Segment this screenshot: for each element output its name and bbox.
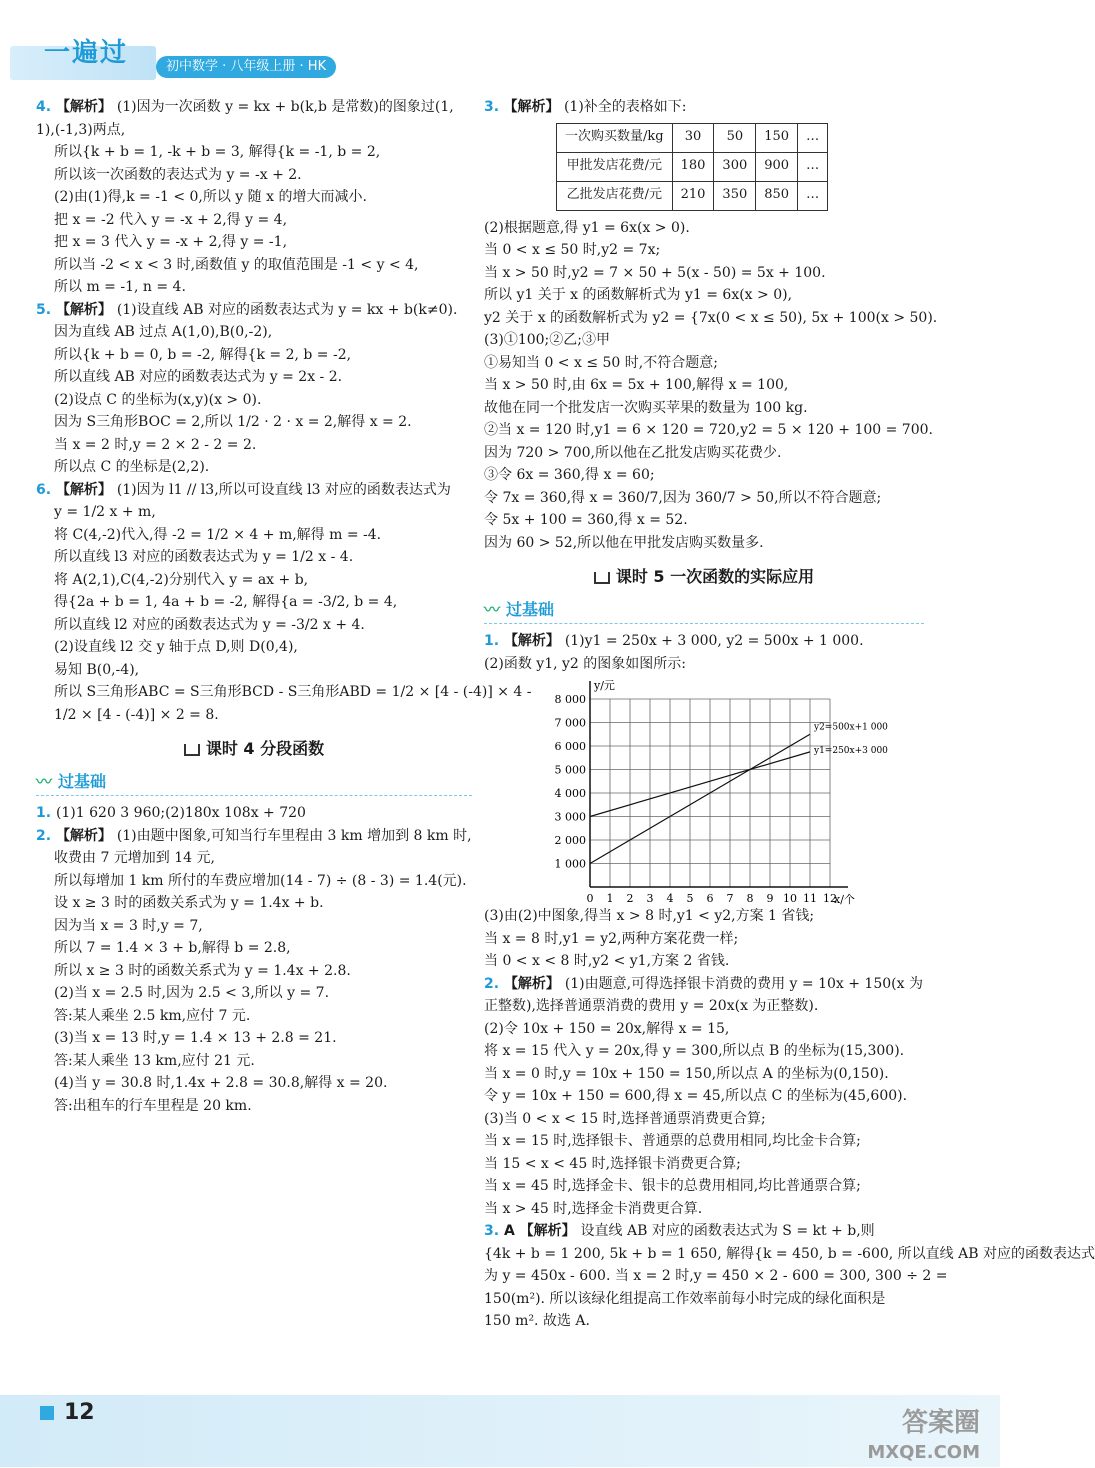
- table-cell: 150: [756, 123, 798, 152]
- table-cell: 50: [714, 123, 756, 152]
- solution-text: 所以直线 AB 对应的函数表达式为 y = 2x - 2.: [54, 369, 343, 385]
- solution-text: 当 x = 45 时,选择金卡、银卡的总费用相同,均比普通票合算;: [484, 1178, 861, 1194]
- table-row: [557, 181, 828, 210]
- solution-line: [484, 464, 924, 487]
- solution-line: [36, 1072, 472, 1095]
- solution-line: 3. 【解析】 (1)补全的表格如下:: [484, 99, 687, 115]
- wave-icon: 〰: [484, 599, 501, 619]
- line-y2: [590, 734, 810, 863]
- subject-label: 初中数学 · 八年级上册 · HK: [156, 56, 336, 78]
- solution-text: (1)由题中图象,可知当行车里程由 3 km 增加到 8 km 时,: [116, 827, 472, 844]
- line-y2-label: y2=500x+1 000: [814, 722, 888, 733]
- table-row: [557, 152, 828, 181]
- answer-tag: 【解析】: [55, 301, 117, 318]
- solution-line: [36, 209, 472, 232]
- table-cell: 300: [714, 152, 756, 181]
- x-tick-label: 4: [666, 892, 674, 905]
- solution-text: 因为 60 > 52,所以他在甲批发店购买数量多.: [484, 534, 764, 551]
- solution-line: [36, 982, 472, 1005]
- solution-line: [36, 960, 472, 983]
- page-header: [0, 0, 1000, 92]
- solution-line: [484, 1175, 924, 1198]
- solution-line: [36, 276, 472, 299]
- solution-line: [36, 524, 472, 547]
- solution-line: [36, 847, 472, 870]
- x-tick-label: 0: [586, 892, 594, 905]
- table-cell: 350: [714, 181, 756, 210]
- solution-line: [484, 1130, 924, 1153]
- solution-line: [484, 509, 924, 532]
- solution-line: [484, 352, 924, 375]
- lesson-5-title: 课时 5 一次函数的实际应用: [484, 566, 924, 589]
- square-icon: [40, 1406, 54, 1420]
- section-heading: 〰 过基础: [36, 771, 472, 797]
- solution-text: (1)y1 = 250x + 3 000, y2 = 500x + 1 000.: [564, 633, 864, 649]
- left-column: [36, 96, 532, 1117]
- solution-line: [484, 1040, 924, 1063]
- x-axis-label: x/个: [834, 893, 855, 906]
- solution-text: (2)令 10x + 150 = 20x,解得 x = 15,: [484, 1020, 730, 1037]
- solution-text: 设 x ≥ 3 时的函数关系式为 y = 1.4x + b.: [54, 895, 324, 911]
- solution-line: [484, 419, 933, 442]
- answer-tag: 【解析】: [503, 975, 565, 992]
- right-q1: [484, 630, 924, 675]
- question-number: 3.: [484, 1223, 504, 1239]
- solution-text: 当 x = 0 时,y = 10x + 150 = 150,所以点 A 的坐标为(0,150).: [484, 1065, 889, 1082]
- table-cell: …: [798, 123, 828, 152]
- solution-line: [484, 532, 924, 555]
- watermark: 答案圈 MXQE.COM: [867, 1408, 980, 1463]
- solution-text: 易知 B(0,-4),: [54, 661, 140, 678]
- solution-text: 所以 y1 关于 x 的函数解析式为 y1 = 6x(x > 0),: [484, 287, 793, 303]
- lesson-4-title: 课时 4 分段函数: [36, 738, 472, 761]
- solution-text: (2)设直线 l2 交 y 轴于点 D,则 D(0,4),: [54, 639, 298, 655]
- solution-line: [484, 284, 924, 307]
- solution-line: [484, 1018, 924, 1041]
- lesson-flag-icon: [184, 744, 200, 756]
- solution-line: [36, 434, 472, 457]
- solution-text: 当 15 < x < 45 时,选择银卡消费更合算;: [484, 1155, 741, 1172]
- solution-text: y2 关于 x 的函数解析式为 y2 = {7x(0 < x ≤ 50), 5x + 100(x > 50).: [484, 309, 938, 326]
- table-cell: 210: [672, 181, 714, 210]
- solution-line: [36, 870, 472, 893]
- solution-line: [36, 186, 472, 209]
- solution-text: 设直线 AB 对应的函数表达式为 S = kt + b,则: [580, 1223, 875, 1239]
- solution-text: ③令 6x = 360,得 x = 60;: [484, 467, 655, 483]
- solution-text: 所以 m = -1, n = 4.: [54, 279, 186, 295]
- solution-text: 将 C(4,-2)代入,得 -2 = 1/2 × 4 + m,解得 m = -4.: [54, 526, 382, 543]
- solution-text: (3)①100;②乙;③甲: [484, 332, 610, 348]
- solution-text: (1)因为一次函数 y = kx + b(k,b 是常数)的图象过(1,: [116, 99, 454, 115]
- page-footer: [0, 1395, 1000, 1467]
- solution-text: 所以直线 l3 对应的函数表达式为 y = 1/2 x - 4.: [54, 549, 354, 565]
- solution-text: 将 x = 15 代入 y = 20x,得 y = 300,所以点 B 的坐标为(15,300).: [484, 1043, 905, 1059]
- solution-line: [484, 239, 924, 262]
- question-number: 4.: [36, 99, 56, 115]
- solution-line: [36, 659, 472, 682]
- solution-text: 因为 720 > 700,所以他在乙批发店购买花费少.: [484, 444, 782, 461]
- solution-line: [484, 1108, 924, 1131]
- solution-text: 所以点 C 的坐标是(2,2).: [54, 459, 210, 475]
- function-graph: [484, 675, 924, 905]
- answer-tag: 【解析】: [503, 633, 565, 649]
- solution-text: 所以直线 l2 对应的函数表达式为 y = -3/2 x + 4.: [54, 616, 365, 633]
- solution-text: 将 A(2,1),C(4,-2)分别代入 y = ax + b,: [54, 571, 309, 588]
- solution-line: [484, 973, 924, 996]
- solution-line: [36, 591, 472, 614]
- solution-line: [36, 1005, 472, 1028]
- solution-text: 当 x = 2 时,y = 2 × 2 - 2 = 2.: [54, 436, 257, 453]
- right-column: [484, 96, 1095, 1333]
- solution-text: 当 0 < x ≤ 50 时,y2 = 7x;: [484, 242, 661, 258]
- solution-text: 答:某人乘坐 13 km,应付 21 元.: [54, 1052, 255, 1069]
- solution-line: [484, 329, 924, 352]
- solution-text: 当 x = 8 时,y1 = y2,两种方案花费一样;: [484, 930, 739, 947]
- solution-text: 正整数),选择普通票消费的费用 y = 20x(x 为正整数).: [484, 998, 819, 1014]
- solution-text: 令 7x = 360,得 x = 360/7,因为 360/7 > 50,所以不符合题意;: [484, 489, 882, 506]
- x-tick-label: 12: [823, 892, 837, 905]
- solution-line: [484, 1153, 924, 1176]
- y-tick-label: 5 000: [554, 763, 586, 777]
- solution-text: 1),(-1,3)两点,: [36, 121, 126, 138]
- solution-text: 所以当 -2 < x < 3 时,函数值 y 的取值范围是 -1 < y < 4,: [54, 256, 419, 273]
- solution-line: [36, 366, 472, 389]
- solution-text: 因为当 x = 3 时,y = 7,: [54, 917, 203, 934]
- solution-line: [484, 262, 924, 285]
- x-tick-label: 3: [646, 892, 654, 905]
- solution-line: [484, 928, 924, 951]
- solution-line: [36, 321, 472, 344]
- solution-text: (2)当 x = 2.5 时,因为 2.5 < 3,所以 y = 7.: [54, 985, 330, 1001]
- graph-svg: [484, 675, 924, 905]
- x-tick-label: 10: [783, 892, 797, 905]
- solution-text: 所以 S三角形ABC = S三角形BCD - S三角形ABD = 1/2 × [4 - (-4)] × 4 -: [54, 684, 532, 700]
- solution-text: 所以该一次函数的表达式为 y = -x + 2.: [54, 166, 302, 183]
- x-tick-label: 11: [803, 892, 817, 905]
- solution-line: [484, 487, 924, 510]
- solution-text: (1)1 620 3 960;(2)180x 108x + 720: [55, 805, 306, 821]
- solution-text: (1)由题意,可得选择银卡消费的费用 y = 10x + 150(x 为: [564, 975, 923, 992]
- solution-line: [484, 905, 924, 928]
- y-tick-label: 8 000: [554, 693, 586, 706]
- solution-text: (3)由(2)中图象,得当 x > 8 时,y1 < y2,方案 1 省钱;: [484, 908, 815, 924]
- y-axis-label: y/元: [594, 679, 615, 692]
- solution-line: [36, 937, 472, 960]
- solution-text: 当 x = 15 时,选择银卡、普通票的总费用相同,均比金卡合算;: [484, 1133, 861, 1149]
- solution-text: 因为直线 AB 过点 A(1,0),B(0,-2),: [54, 324, 273, 340]
- solution-text: 当 0 < x < 8 时,y2 < y1,方案 2 省钱.: [484, 953, 730, 969]
- solution-text: (3)当 0 < x < 15 时,选择普通票消费更合算;: [484, 1110, 766, 1127]
- solution-text: 答:某人乘坐 2.5 km,应付 7 元.: [54, 1007, 251, 1024]
- y-tick-label: 2 000: [554, 834, 586, 847]
- x-tick-label: 5: [686, 892, 694, 905]
- solution-line: [36, 479, 472, 502]
- solution-line: [484, 1220, 924, 1243]
- solution-line: [484, 307, 938, 330]
- solution-text: (2)函数 y1, y2 的图象如图所示:: [484, 655, 686, 672]
- line-y1: [590, 752, 810, 817]
- solution-line: [36, 456, 472, 479]
- solution-line: [36, 411, 472, 434]
- solution-line: [484, 1265, 948, 1288]
- solution-line: [484, 374, 924, 397]
- right-solutions: [484, 217, 938, 555]
- solution-line: [36, 681, 532, 704]
- solution-text: 令 5x + 100 = 360,得 x = 52.: [484, 512, 688, 528]
- solution-text: 当 x > 50 时,y2 = 7 × 50 + 5(x - 50) = 5x + 100.: [484, 264, 826, 281]
- solution-line: [36, 119, 472, 142]
- left-solutions-2: [36, 802, 472, 1117]
- x-tick-label: 7: [726, 892, 734, 905]
- answer-tag: 【解析】: [55, 99, 117, 115]
- solution-line: [36, 546, 472, 569]
- solution-line: [484, 1288, 924, 1311]
- question-number: 2.: [484, 975, 504, 992]
- line-y1-label: y1=250x+3 000: [814, 746, 888, 757]
- purchase-table: [556, 123, 828, 211]
- right-solutions-2: [484, 905, 1095, 1333]
- solution-text: 因为 S三角形BOC = 2,所以 1/2 · 2 · x = 2,解得 x = 2.: [54, 414, 412, 430]
- x-tick-label: 2: [626, 892, 634, 905]
- solution-text: 所以{k + b = 1, -k + b = 3, 解得{k = -1, b = 2,: [54, 144, 381, 160]
- solution-line: [36, 1050, 472, 1073]
- solution-line: [36, 389, 472, 412]
- table-cell: 30: [672, 123, 714, 152]
- solution-line: [36, 1095, 472, 1118]
- solution-line: [36, 96, 472, 119]
- answer-tag: 【解析】: [55, 827, 117, 844]
- y-tick-label: 3 000: [554, 810, 586, 824]
- x-tick-label: 8: [746, 892, 754, 905]
- solution-text: 收费由 7 元增加到 14 元,: [54, 850, 215, 866]
- solution-text: {4k + b = 1 200, 5k + b = 1 650, 解得{k = 450, b = -600, 所以直线 AB 对应的函数表达式: [484, 1245, 1095, 1262]
- brand-logo: 一遍过: [44, 38, 129, 68]
- solution-text: y = 1/2 x + m,: [54, 504, 156, 520]
- solution-text: (2)由(1)得,k = -1 < 0,所以 y 随 x 的增大而减小.: [54, 189, 367, 205]
- solution-text: 150 m². 故选 A.: [484, 1313, 590, 1329]
- answer-tag: A 【解析】: [503, 1223, 581, 1239]
- solution-line: [484, 442, 924, 465]
- solution-line: [36, 501, 472, 524]
- solution-line: [36, 892, 472, 915]
- solution-line: [484, 950, 924, 973]
- section-heading: 〰 过基础: [484, 599, 924, 625]
- solution-text: 故他在同一个批发店一次购买苹果的数量为 100 kg.: [484, 399, 808, 416]
- x-tick-label: 9: [766, 892, 774, 905]
- y-tick-label: 7 000: [554, 716, 586, 730]
- solution-text: (1)设直线 AB 对应的函数表达式为 y = kx + b(k≠0).: [116, 301, 458, 318]
- table-row: [557, 123, 828, 152]
- solution-text: (2)根据题意,得 y1 = 6x(x > 0).: [484, 219, 690, 236]
- y-tick-label: 1 000: [554, 857, 586, 871]
- solution-line: [36, 825, 472, 848]
- solution-text: 所以 x ≥ 3 时的函数关系式为 y = 1.4x + 2.8.: [54, 962, 351, 979]
- solution-line: [484, 217, 924, 240]
- solution-text: (1)因为 l1 // l3,所以可设直线 l3 对应的函数表达式为: [116, 481, 451, 498]
- page-number: 12: [40, 1402, 95, 1425]
- table-cell: 850: [756, 181, 798, 210]
- solution-text: 1/2 × [4 - (-4)] × 2 = 8.: [54, 706, 219, 723]
- solution-line: [484, 1243, 1095, 1266]
- solution-text: (2)设点 C 的坐标为(x,y)(x > 0).: [54, 391, 262, 408]
- solution-text: 所以{k + b = 0, b = -2, 解得{k = 2, b = -2,: [54, 346, 352, 363]
- solution-line: [36, 299, 472, 322]
- solution-line: [36, 704, 472, 727]
- table-cell: …: [798, 152, 828, 181]
- solution-text: 为 y = 450x - 600. 当 x = 2 时,y = 450 × 2 - 600 = 300, 300 ÷ 2 =: [484, 1268, 948, 1284]
- table-cell: 180: [672, 152, 714, 181]
- lesson-flag-icon: [594, 572, 610, 584]
- solution-line: [36, 344, 472, 367]
- solution-text: 答:出租车的行车里程是 20 km.: [54, 1097, 252, 1114]
- question-number: 1.: [484, 633, 504, 649]
- solution-text: 150(m²). 所以该绿化组提高工作效率前每小时完成的绿化面积是: [484, 1290, 886, 1307]
- table-cell: …: [798, 181, 828, 210]
- solution-text: (4)当 y = 30.8 时,1.4x + 2.8 = 30.8,解得 x = 20.: [54, 1075, 388, 1091]
- question-number: 6.: [36, 481, 56, 498]
- table-cell: 甲批发店花费/元: [557, 152, 673, 181]
- solution-line: [484, 653, 924, 676]
- solution-text: 所以每增加 1 km 所付的车费应增加(14 - 7) ÷ (8 - 3) = 1.4(元).: [54, 872, 467, 889]
- solution-text: 当 x > 50 时,由 6x = 5x + 100,解得 x = 100,: [484, 377, 789, 393]
- solution-line: [36, 1027, 472, 1050]
- solution-text: 得{2a + b = 1, 4a + b = -2, 解得{a = -3/2, b = 4,: [54, 594, 398, 610]
- solution-text: 令 y = 10x + 150 = 600,得 x = 45,所以点 C 的坐标为(45,600).: [484, 1088, 908, 1104]
- solution-line: [484, 1310, 924, 1333]
- table-cell: 乙批发店花费/元: [557, 181, 673, 210]
- solution-line: [484, 397, 924, 420]
- solution-line: [36, 802, 472, 825]
- table-cell: 900: [756, 152, 798, 181]
- solution-text: ②当 x = 120 时,y1 = 6 × 120 = 720,y2 = 5 × 120 + 100 = 700.: [484, 422, 933, 438]
- solution-line: [484, 630, 924, 653]
- solution-line: [484, 1063, 924, 1086]
- answer-tag: 【解析】: [55, 481, 117, 498]
- solution-text: (3)当 x = 13 时,y = 1.4 × 13 + 2.8 = 21.: [54, 1030, 337, 1046]
- table-cell: 一次购买数量/kg: [557, 123, 673, 152]
- solution-line: [36, 254, 472, 277]
- solution-text: 所以 7 = 1.4 × 3 + b,解得 b = 2.8,: [54, 940, 291, 956]
- question-number: 2.: [36, 827, 56, 844]
- solution-text: 把 x = -2 代入 y = -x + 2,得 y = 4,: [54, 211, 288, 228]
- solution-line: [36, 915, 472, 938]
- solution-line: [36, 231, 472, 254]
- solution-line: [36, 164, 472, 187]
- solution-line: [36, 569, 472, 592]
- x-tick-label: 1: [606, 892, 614, 905]
- solution-line: [36, 141, 472, 164]
- solution-text: ①易知当 0 < x ≤ 50 时,不符合题意;: [484, 354, 718, 371]
- solution-line: [36, 636, 472, 659]
- solution-line: [484, 995, 924, 1018]
- solution-text: 把 x = 3 代入 y = -x + 2,得 y = -1,: [54, 234, 288, 250]
- question-number: 1.: [36, 805, 56, 821]
- solution-line: [484, 1085, 924, 1108]
- question-number: 5.: [36, 301, 56, 318]
- y-tick-label: 6 000: [554, 740, 586, 753]
- y-tick-label: 4 000: [554, 787, 586, 800]
- solution-line: [36, 614, 472, 637]
- wave-icon: 〰: [36, 771, 53, 791]
- solution-text: 当 x > 45 时,选择金卡消费更合算.: [484, 1200, 703, 1217]
- solution-line: [484, 1198, 924, 1221]
- x-tick-label: 6: [706, 892, 714, 905]
